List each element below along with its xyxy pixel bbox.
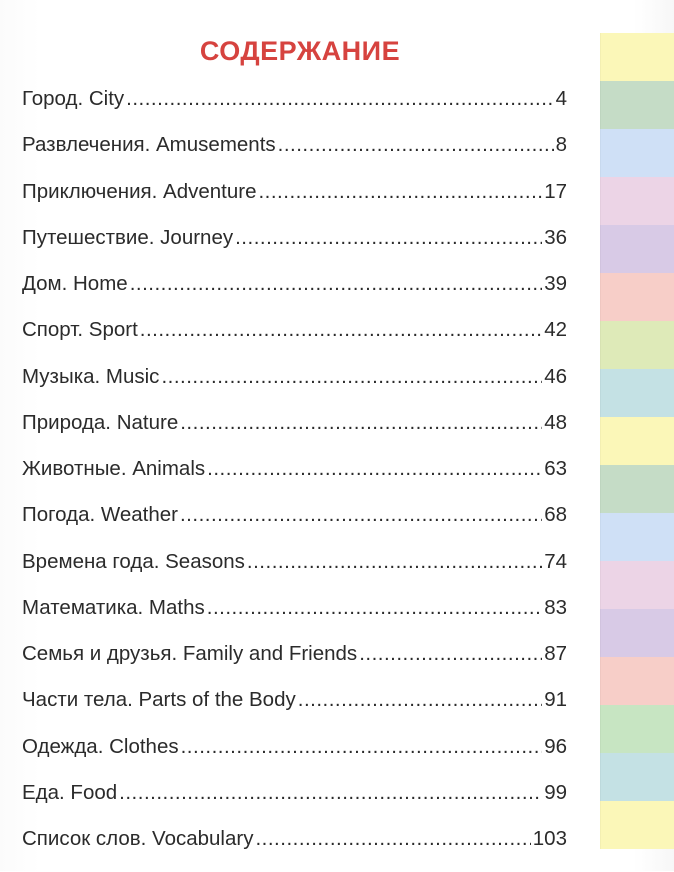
toc-dot-leader xyxy=(258,179,542,205)
toc-dot-leader xyxy=(161,364,542,390)
toc-entry-title: Математика. Maths xyxy=(22,595,205,619)
toc-entry[interactable] xyxy=(22,595,567,641)
toc-page-number: 36 xyxy=(544,225,567,249)
toc-entry[interactable] xyxy=(22,641,567,687)
chapter-tab xyxy=(600,753,674,801)
toc-dot-leader xyxy=(119,780,542,806)
toc-page-number: 63 xyxy=(544,457,567,480)
chapter-tab xyxy=(600,657,674,705)
toc-entry[interactable] xyxy=(22,687,567,733)
toc-entry-title: Еда. Food xyxy=(22,780,118,804)
toc-entry[interactable] xyxy=(22,179,567,225)
toc-page-number: 83 xyxy=(544,595,567,619)
toc-page-number: 96 xyxy=(544,734,567,758)
toc-page-number: 68 xyxy=(544,503,567,527)
chapter-tab xyxy=(600,177,674,225)
chapter-tab xyxy=(600,801,674,849)
toc-dot-leader xyxy=(130,271,543,297)
toc-entry-title: Семья и друзья. Family and Friends xyxy=(22,642,358,665)
toc-entry-title: Приключения. Adventure xyxy=(22,179,257,203)
toc-entry-title: Путешествие. Journey xyxy=(22,225,234,249)
chapter-tab xyxy=(600,81,674,129)
toc-page-number: 39 xyxy=(544,272,567,295)
toc-entry[interactable] xyxy=(22,410,567,456)
toc-entry[interactable] xyxy=(22,734,567,780)
toc-page-number: 48 xyxy=(544,410,567,434)
toc-dot-leader xyxy=(207,456,542,482)
toc-entry-title: Природа. Nature xyxy=(22,410,179,434)
toc-dot-leader xyxy=(180,410,542,436)
toc-page-number: 4 xyxy=(555,87,567,110)
toc-dot-leader xyxy=(235,225,542,251)
toc-dot-leader xyxy=(255,826,530,852)
toc-entry[interactable] xyxy=(22,225,567,271)
toc-dot-leader xyxy=(278,132,554,158)
toc-page-number: 46 xyxy=(544,364,567,388)
toc-entry-title: Части тела. Parts of the Body xyxy=(22,688,296,712)
chapter-tab xyxy=(600,369,674,417)
toc-page-number: 8 xyxy=(555,133,567,157)
toc-entry[interactable] xyxy=(22,456,567,502)
toc-entry[interactable] xyxy=(22,826,567,872)
toc-entry-title: Город. City xyxy=(22,87,125,110)
chapter-tab-strip xyxy=(600,33,674,849)
toc-page-number: 103 xyxy=(532,827,567,850)
toc-entry[interactable] xyxy=(22,502,567,548)
toc-entry[interactable] xyxy=(22,780,567,826)
toc-dot-leader xyxy=(247,549,542,575)
toc-page-number: 74 xyxy=(544,549,567,573)
toc-entry[interactable] xyxy=(22,549,567,595)
chapter-tab xyxy=(600,561,674,609)
toc-dot-leader xyxy=(298,687,542,713)
toc-entry[interactable] xyxy=(22,271,567,317)
table-of-contents xyxy=(22,86,567,872)
toc-entry-title: Одежда. Clothes xyxy=(22,734,179,758)
chapter-tab xyxy=(600,33,674,81)
toc-page-number: 91 xyxy=(544,688,567,712)
toc-entry-title: Времена года. Seasons xyxy=(22,549,245,573)
toc-dot-leader xyxy=(140,317,542,343)
chapter-tab xyxy=(600,129,674,177)
chapter-tab xyxy=(600,705,674,753)
chapter-tab xyxy=(600,273,674,321)
toc-page-number: 17 xyxy=(544,179,567,203)
toc-entry-title: Погода. Weather xyxy=(22,503,178,527)
toc-entry-title: Развлечения. Amusements xyxy=(22,133,276,157)
toc-entry[interactable] xyxy=(22,86,567,132)
toc-entry-title: Дом. Home xyxy=(22,272,128,295)
chapter-tab xyxy=(600,609,674,657)
toc-entry-title: Список слов. Vocabulary xyxy=(22,827,254,850)
toc-entry-title: Спорт. Sport xyxy=(22,318,138,342)
chapter-tab xyxy=(600,417,674,465)
toc-dot-leader xyxy=(180,502,542,528)
toc-entry-title: Музыка. Music xyxy=(22,364,160,388)
chapter-tab xyxy=(600,465,674,513)
toc-entry[interactable] xyxy=(22,317,567,363)
toc-page-number: 42 xyxy=(544,318,567,342)
toc-dot-leader xyxy=(126,86,553,112)
toc-page-number: 87 xyxy=(544,642,567,665)
toc-entry[interactable] xyxy=(22,364,567,410)
chapter-tab xyxy=(600,321,674,369)
chapter-tab xyxy=(600,225,674,273)
page-title: СОДЕРЖАНИЕ xyxy=(199,36,401,66)
toc-page-number: 99 xyxy=(544,780,567,804)
toc-entry[interactable] xyxy=(22,132,567,178)
toc-dot-leader xyxy=(181,734,543,760)
toc-dot-leader xyxy=(207,595,542,621)
toc-entry-title: Животные. Animals xyxy=(22,457,206,480)
chapter-tab xyxy=(600,513,674,561)
toc-dot-leader xyxy=(359,641,542,667)
